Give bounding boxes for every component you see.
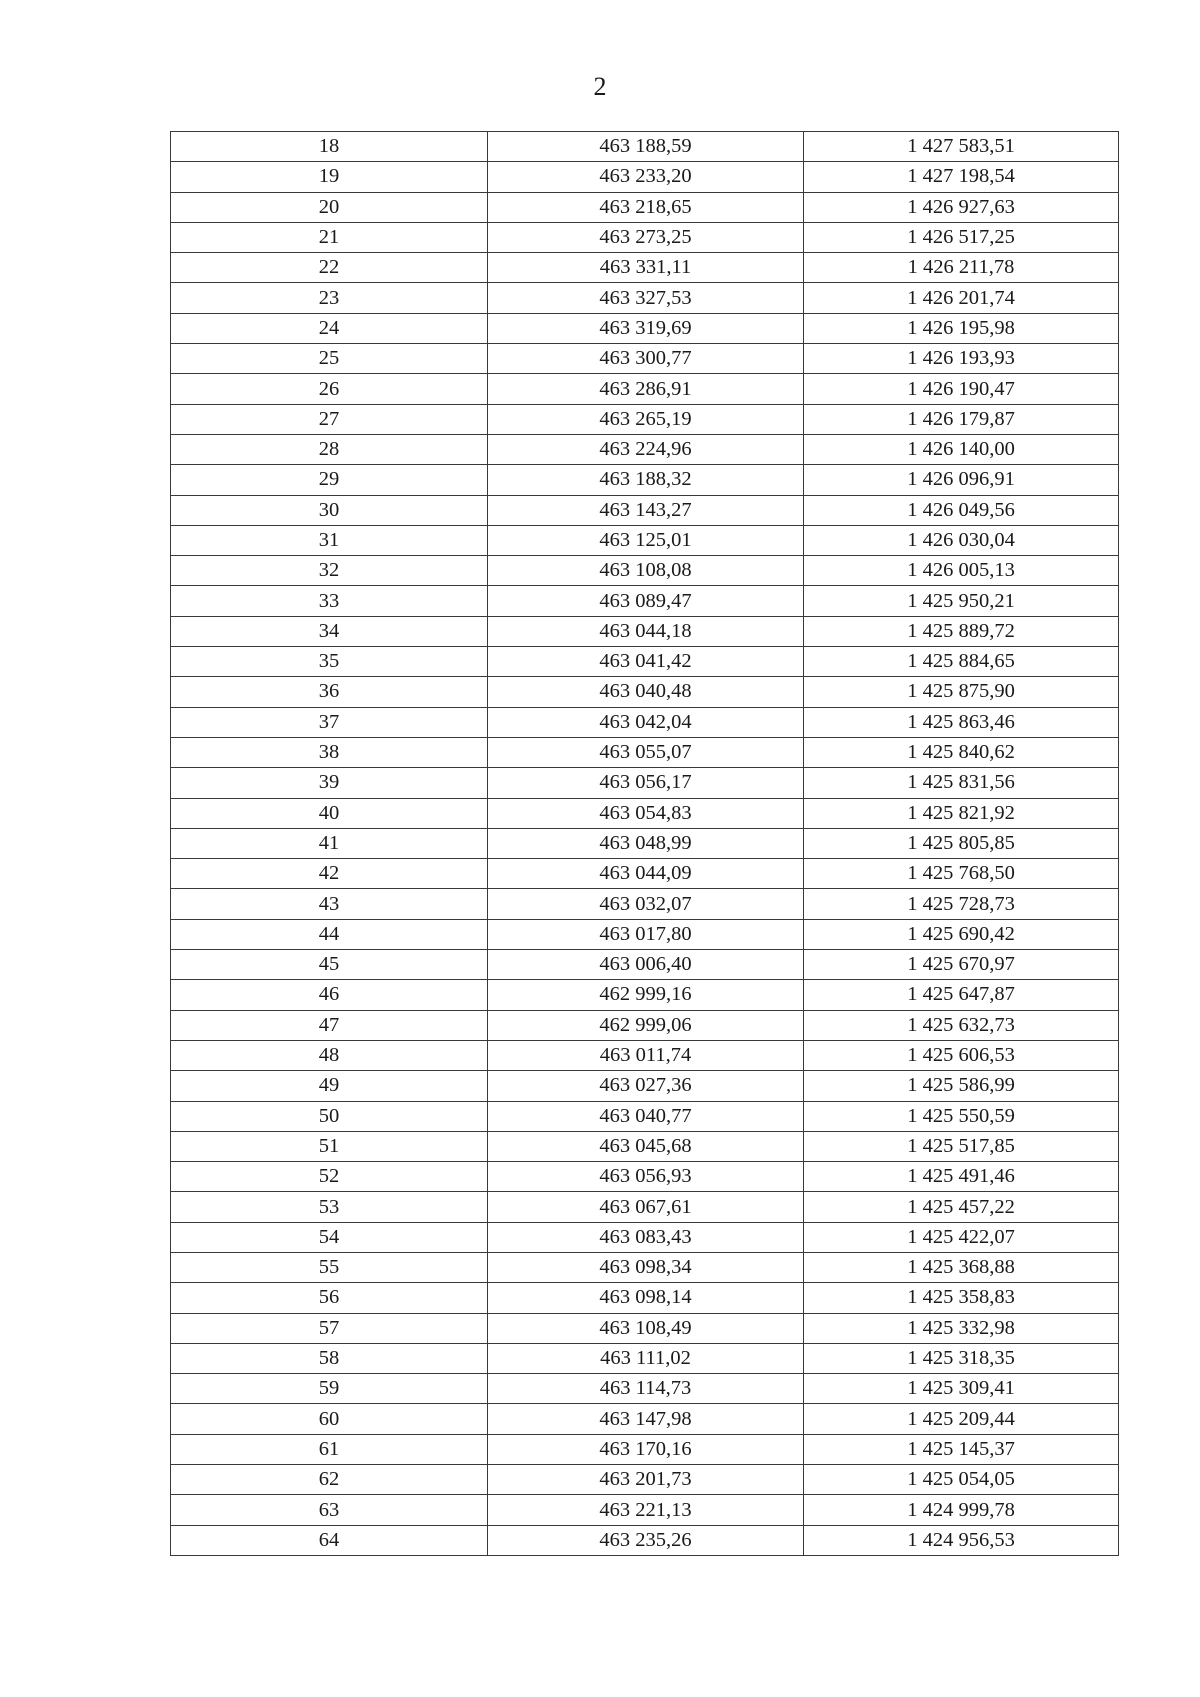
- y-coordinate-cell: 1 426 195,98: [804, 313, 1119, 343]
- table-row: [171, 253, 1119, 283]
- table-row: [171, 344, 1119, 374]
- y-coordinate-cell: 1 425 831,56: [804, 768, 1119, 798]
- coordinates-table: [170, 131, 1119, 1556]
- table-row: [171, 404, 1119, 434]
- x-coordinate-cell: 463 055,07: [488, 737, 804, 767]
- table-row: [171, 1434, 1119, 1464]
- y-coordinate-cell: 1 425 884,65: [804, 647, 1119, 677]
- table-row: [171, 1343, 1119, 1373]
- x-coordinate-cell: 462 999,16: [488, 980, 804, 1010]
- x-coordinate-cell: 463 300,77: [488, 344, 804, 374]
- y-coordinate-cell: 1 425 768,50: [804, 859, 1119, 889]
- point-number-cell: 24: [171, 313, 488, 343]
- y-coordinate-cell: 1 425 358,83: [804, 1283, 1119, 1313]
- point-number-cell: 60: [171, 1404, 488, 1434]
- x-coordinate-cell: 463 108,49: [488, 1313, 804, 1343]
- point-number-cell: 54: [171, 1222, 488, 1252]
- x-coordinate-cell: 463 044,18: [488, 616, 804, 646]
- x-coordinate-cell: 463 040,77: [488, 1101, 804, 1131]
- y-coordinate-cell: 1 425 647,87: [804, 980, 1119, 1010]
- point-number-cell: 25: [171, 344, 488, 374]
- point-number-cell: 46: [171, 980, 488, 1010]
- point-number-cell: 35: [171, 647, 488, 677]
- point-number-cell: 34: [171, 616, 488, 646]
- y-coordinate-cell: 1 425 632,73: [804, 1010, 1119, 1040]
- y-coordinate-cell: 1 426 927,63: [804, 192, 1119, 222]
- point-number-cell: 52: [171, 1162, 488, 1192]
- point-number-cell: 42: [171, 859, 488, 889]
- y-coordinate-cell: 1 427 583,51: [804, 132, 1119, 162]
- point-number-cell: 26: [171, 374, 488, 404]
- x-coordinate-cell: 463 221,13: [488, 1495, 804, 1525]
- table-row: [171, 1192, 1119, 1222]
- point-number-cell: 36: [171, 677, 488, 707]
- y-coordinate-cell: 1 427 198,54: [804, 162, 1119, 192]
- table-row: [171, 586, 1119, 616]
- x-coordinate-cell: 463 108,08: [488, 556, 804, 586]
- x-coordinate-cell: 463 331,11: [488, 253, 804, 283]
- x-coordinate-cell: 463 233,20: [488, 162, 804, 192]
- point-number-cell: 33: [171, 586, 488, 616]
- y-coordinate-cell: 1 425 422,07: [804, 1222, 1119, 1252]
- y-coordinate-cell: 1 425 318,35: [804, 1343, 1119, 1373]
- table-row: [171, 465, 1119, 495]
- table-row: [171, 677, 1119, 707]
- y-coordinate-cell: 1 426 030,04: [804, 525, 1119, 555]
- y-coordinate-cell: 1 424 956,53: [804, 1525, 1119, 1555]
- point-number-cell: 18: [171, 132, 488, 162]
- x-coordinate-cell: 463 098,14: [488, 1283, 804, 1313]
- y-coordinate-cell: 1 425 550,59: [804, 1101, 1119, 1131]
- point-number-cell: 59: [171, 1374, 488, 1404]
- point-number-cell: 63: [171, 1495, 488, 1525]
- y-coordinate-cell: 1 426 190,47: [804, 374, 1119, 404]
- table-row: [171, 1374, 1119, 1404]
- y-coordinate-cell: 1 425 517,85: [804, 1131, 1119, 1161]
- x-coordinate-cell: 463 143,27: [488, 495, 804, 525]
- x-coordinate-cell: 463 286,91: [488, 374, 804, 404]
- table-row: [171, 556, 1119, 586]
- x-coordinate-cell: 463 319,69: [488, 313, 804, 343]
- x-coordinate-cell: 463 011,74: [488, 1040, 804, 1070]
- x-coordinate-cell: 463 083,43: [488, 1222, 804, 1252]
- table-row: [171, 1162, 1119, 1192]
- x-coordinate-cell: 463 125,01: [488, 525, 804, 555]
- x-coordinate-cell: 463 224,96: [488, 434, 804, 464]
- x-coordinate-cell: 463 045,68: [488, 1131, 804, 1161]
- x-coordinate-cell: 463 006,40: [488, 950, 804, 980]
- point-number-cell: 23: [171, 283, 488, 313]
- y-coordinate-cell: 1 425 309,41: [804, 1374, 1119, 1404]
- x-coordinate-cell: 463 067,61: [488, 1192, 804, 1222]
- y-coordinate-cell: 1 425 209,44: [804, 1404, 1119, 1434]
- x-coordinate-cell: 463 017,80: [488, 919, 804, 949]
- x-coordinate-cell: 463 089,47: [488, 586, 804, 616]
- x-coordinate-cell: 463 056,17: [488, 768, 804, 798]
- table-row: [171, 495, 1119, 525]
- table-row: [171, 1404, 1119, 1434]
- x-coordinate-cell: 463 218,65: [488, 192, 804, 222]
- point-number-cell: 41: [171, 828, 488, 858]
- table-row: [171, 162, 1119, 192]
- table-row: [171, 950, 1119, 980]
- table-row: [171, 798, 1119, 828]
- x-coordinate-cell: 463 114,73: [488, 1374, 804, 1404]
- table-row: [171, 1465, 1119, 1495]
- y-coordinate-cell: 1 426 211,78: [804, 253, 1119, 283]
- x-coordinate-cell: 463 054,83: [488, 798, 804, 828]
- point-number-cell: 55: [171, 1252, 488, 1282]
- y-coordinate-cell: 1 425 586,99: [804, 1071, 1119, 1101]
- table-row: [171, 222, 1119, 252]
- y-coordinate-cell: 1 426 005,13: [804, 556, 1119, 586]
- point-number-cell: 53: [171, 1192, 488, 1222]
- point-number-cell: 64: [171, 1525, 488, 1555]
- coordinates-table-body: [171, 132, 1119, 1556]
- y-coordinate-cell: 1 425 875,90: [804, 677, 1119, 707]
- point-number-cell: 45: [171, 950, 488, 980]
- table-row: [171, 889, 1119, 919]
- point-number-cell: 48: [171, 1040, 488, 1070]
- point-number-cell: 37: [171, 707, 488, 737]
- page-number: 2: [593, 72, 607, 101]
- x-coordinate-cell: 463 170,16: [488, 1434, 804, 1464]
- table-row: [171, 1131, 1119, 1161]
- table-row: [171, 1283, 1119, 1313]
- y-coordinate-cell: 1 426 049,56: [804, 495, 1119, 525]
- point-number-cell: 56: [171, 1283, 488, 1313]
- point-number-cell: 20: [171, 192, 488, 222]
- y-coordinate-cell: 1 425 054,05: [804, 1465, 1119, 1495]
- table-row: [171, 132, 1119, 162]
- x-coordinate-cell: 463 042,04: [488, 707, 804, 737]
- point-number-cell: 22: [171, 253, 488, 283]
- table-row: [171, 1010, 1119, 1040]
- x-coordinate-cell: 463 032,07: [488, 889, 804, 919]
- x-coordinate-cell: 463 201,73: [488, 1465, 804, 1495]
- point-number-cell: 57: [171, 1313, 488, 1343]
- x-coordinate-cell: 463 098,34: [488, 1252, 804, 1282]
- point-number-cell: 43: [171, 889, 488, 919]
- y-coordinate-cell: 1 426 201,74: [804, 283, 1119, 313]
- y-coordinate-cell: 1 425 145,37: [804, 1434, 1119, 1464]
- point-number-cell: 32: [171, 556, 488, 586]
- y-coordinate-cell: 1 425 332,98: [804, 1313, 1119, 1343]
- x-coordinate-cell: 463 040,48: [488, 677, 804, 707]
- table-row: [171, 283, 1119, 313]
- x-coordinate-cell: 463 327,53: [488, 283, 804, 313]
- point-number-cell: 61: [171, 1434, 488, 1464]
- point-number-cell: 21: [171, 222, 488, 252]
- point-number-cell: 39: [171, 768, 488, 798]
- y-coordinate-cell: 1 426 096,91: [804, 465, 1119, 495]
- y-coordinate-cell: 1 425 491,46: [804, 1162, 1119, 1192]
- table-row: [171, 434, 1119, 464]
- x-coordinate-cell: 463 056,93: [488, 1162, 804, 1192]
- table-row: [171, 647, 1119, 677]
- table-row: [171, 313, 1119, 343]
- y-coordinate-cell: 1 426 193,93: [804, 344, 1119, 374]
- point-number-cell: 44: [171, 919, 488, 949]
- point-number-cell: 50: [171, 1101, 488, 1131]
- x-coordinate-cell: 463 235,26: [488, 1525, 804, 1555]
- table-row: [171, 828, 1119, 858]
- y-coordinate-cell: 1 425 690,42: [804, 919, 1119, 949]
- y-coordinate-cell: 1 425 889,72: [804, 616, 1119, 646]
- y-coordinate-cell: 1 426 517,25: [804, 222, 1119, 252]
- point-number-cell: 40: [171, 798, 488, 828]
- point-number-cell: 38: [171, 737, 488, 767]
- point-number-cell: 49: [171, 1071, 488, 1101]
- x-coordinate-cell: 463 048,99: [488, 828, 804, 858]
- x-coordinate-cell: 463 188,59: [488, 132, 804, 162]
- table-row: [171, 737, 1119, 767]
- y-coordinate-cell: 1 424 999,78: [804, 1495, 1119, 1525]
- x-coordinate-cell: 463 044,09: [488, 859, 804, 889]
- x-coordinate-cell: 462 999,06: [488, 1010, 804, 1040]
- point-number-cell: 51: [171, 1131, 488, 1161]
- x-coordinate-cell: 463 041,42: [488, 647, 804, 677]
- table-row: [171, 616, 1119, 646]
- point-number-cell: 29: [171, 465, 488, 495]
- y-coordinate-cell: 1 425 840,62: [804, 737, 1119, 767]
- table-row: [171, 1525, 1119, 1555]
- table-row: [171, 1252, 1119, 1282]
- table-row: [171, 1040, 1119, 1070]
- y-coordinate-cell: 1 425 805,85: [804, 828, 1119, 858]
- table-row: [171, 707, 1119, 737]
- table-row: [171, 525, 1119, 555]
- table-row: [171, 1222, 1119, 1252]
- y-coordinate-cell: 1 425 457,22: [804, 1192, 1119, 1222]
- point-number-cell: 19: [171, 162, 488, 192]
- table-row: [171, 919, 1119, 949]
- y-coordinate-cell: 1 425 950,21: [804, 586, 1119, 616]
- y-coordinate-cell: 1 425 606,53: [804, 1040, 1119, 1070]
- point-number-cell: 58: [171, 1343, 488, 1373]
- table-row: [171, 1495, 1119, 1525]
- x-coordinate-cell: 463 027,36: [488, 1071, 804, 1101]
- y-coordinate-cell: 1 425 670,97: [804, 950, 1119, 980]
- y-coordinate-cell: 1 425 728,73: [804, 889, 1119, 919]
- y-coordinate-cell: 1 425 368,88: [804, 1252, 1119, 1282]
- table-row: [171, 1071, 1119, 1101]
- point-number-cell: 30: [171, 495, 488, 525]
- table-row: [171, 374, 1119, 404]
- x-coordinate-cell: 463 111,02: [488, 1343, 804, 1373]
- x-coordinate-cell: 463 273,25: [488, 222, 804, 252]
- point-number-cell: 47: [171, 1010, 488, 1040]
- y-coordinate-cell: 1 425 821,92: [804, 798, 1119, 828]
- x-coordinate-cell: 463 188,32: [488, 465, 804, 495]
- y-coordinate-cell: 1 426 179,87: [804, 404, 1119, 434]
- table-row: [171, 980, 1119, 1010]
- y-coordinate-cell: 1 426 140,00: [804, 434, 1119, 464]
- table-row: [171, 768, 1119, 798]
- table-row: [171, 859, 1119, 889]
- table-row: [171, 1313, 1119, 1343]
- point-number-cell: 28: [171, 434, 488, 464]
- y-coordinate-cell: 1 425 863,46: [804, 707, 1119, 737]
- table-row: [171, 192, 1119, 222]
- x-coordinate-cell: 463 265,19: [488, 404, 804, 434]
- x-coordinate-cell: 463 147,98: [488, 1404, 804, 1434]
- point-number-cell: 62: [171, 1465, 488, 1495]
- point-number-cell: 31: [171, 525, 488, 555]
- point-number-cell: 27: [171, 404, 488, 434]
- table-row: [171, 1101, 1119, 1131]
